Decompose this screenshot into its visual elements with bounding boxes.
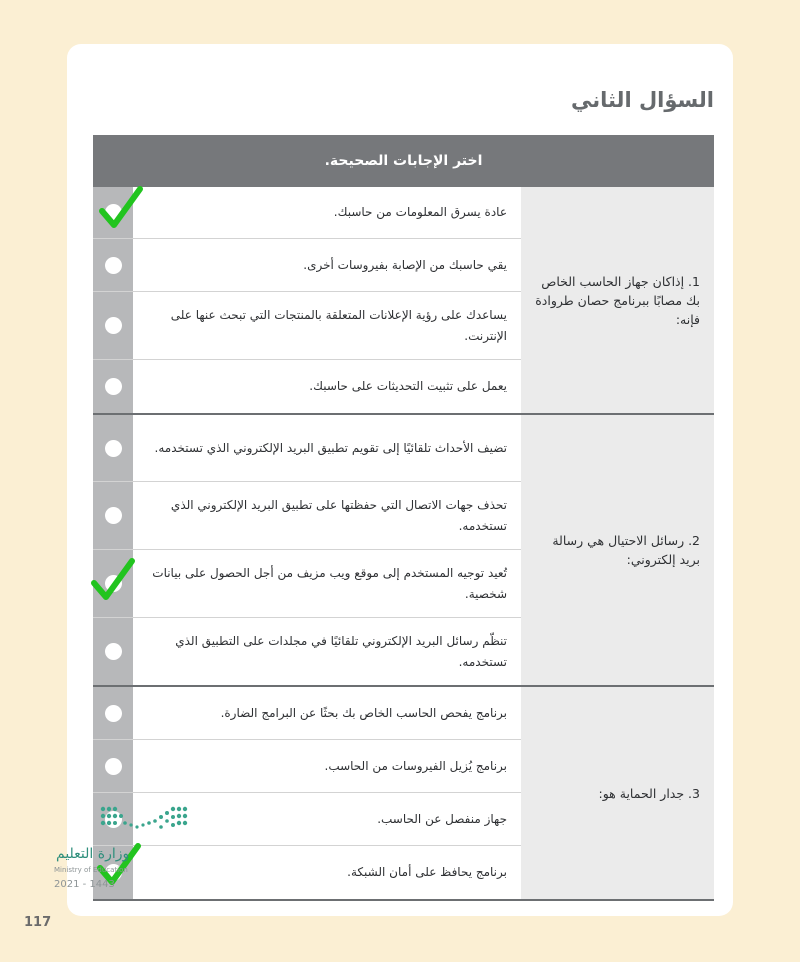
- question-text: 3. جدار الحماية هو:: [598, 785, 700, 801]
- option-text: عادة يسرق المعلومات من حاسبك.: [333, 205, 507, 219]
- question-cell: [521, 415, 714, 685]
- option-text: تنظّم رسائل البريد الإلكتروني تلقائيًا في مجلدات على التطبيق الذي تستخدمه.: [175, 633, 507, 669]
- section-title: السؤال الثاني: [570, 88, 714, 112]
- option-text: يعمل على تثبيت التحديثات على حاسبك.: [309, 379, 507, 393]
- radio-button[interactable]: [105, 317, 122, 334]
- answer-option[interactable]: [93, 360, 521, 413]
- answer-option[interactable]: [93, 187, 521, 239]
- ministry-year: 2021 - 1443: [54, 879, 115, 890]
- ministry-name: وزارة التعليم: [56, 846, 130, 862]
- checkmark-icon: [90, 557, 136, 603]
- answer-option[interactable]: [93, 846, 521, 899]
- question-cell: [521, 187, 714, 413]
- answer-option[interactable]: [93, 687, 521, 740]
- ministry-subtitle: Ministry of Education: [54, 866, 128, 874]
- option-text: برنامج يفحص الحاسب الخاص بك بحثًا عن البرامج الضارة.: [220, 705, 507, 720]
- table-header-label: اختر الإجابات الصحيحة.: [324, 153, 483, 169]
- checkmark-icon: [98, 185, 144, 231]
- radio-button[interactable]: [105, 257, 122, 274]
- option-text: تُعيد توجيه المستخدم إلى موقع ويب مزيف من أجل الحصول على بيانات شخصية.: [152, 565, 507, 601]
- radio-button[interactable]: [105, 507, 122, 524]
- question-group-3: [93, 687, 714, 899]
- radio-button[interactable]: [105, 643, 122, 660]
- question-group-1: [93, 187, 714, 415]
- option-text: يقي حاسبك من الإصابة بفيروسات أخرى.: [303, 257, 507, 272]
- page-number: 117: [24, 915, 52, 930]
- option-text: يساعدك على رؤية الإعلانات المتعلقة بالمنتجات التي تبحث عنها على الإنترنت.: [170, 307, 507, 343]
- answer-option[interactable]: [93, 415, 521, 482]
- answer-option[interactable]: [93, 740, 521, 793]
- option-text: تحذف جهات الاتصال التي حفظتها على تطبيق البريد الإلكتروني الذي تستخدمه.: [170, 497, 507, 533]
- radio-button[interactable]: [105, 378, 122, 395]
- option-text: جهاز منفصل عن الحاسب.: [377, 811, 507, 826]
- question-cell: [521, 687, 714, 899]
- ministry-logo-icon: [97, 803, 197, 835]
- option-text: برنامج يحافظ على أمان الشبكة.: [347, 865, 507, 879]
- answer-option[interactable]: [93, 239, 521, 292]
- question-group-2: [93, 415, 714, 687]
- radio-button[interactable]: [105, 440, 122, 457]
- question-text: 1. إذاكان جهاز الحاسب الخاص بك مصابًا ببرنامج حصان طروادة فإنه:: [535, 273, 700, 327]
- radio-button[interactable]: [105, 758, 122, 775]
- options-column: [93, 687, 521, 899]
- answer-option[interactable]: [93, 292, 521, 360]
- options-column: [93, 187, 521, 413]
- answer-option[interactable]: [93, 618, 521, 685]
- question-text: 2. رسائل الاحتيال هي رسالة بريد إلكتروني:: [552, 533, 700, 567]
- options-column: [93, 415, 521, 685]
- option-text: تضيف الأحداث تلقائيًا إلى تقويم تطبيق البريد الإلكتروني الذي تستخدمه.: [154, 440, 507, 455]
- answer-option[interactable]: [93, 550, 521, 618]
- option-text: برنامج يُزيل الفيروسات من الحاسب.: [324, 758, 507, 773]
- quiz-table: [93, 135, 714, 901]
- radio-button[interactable]: [105, 705, 122, 722]
- answer-option[interactable]: [93, 482, 521, 550]
- table-header: [93, 135, 714, 187]
